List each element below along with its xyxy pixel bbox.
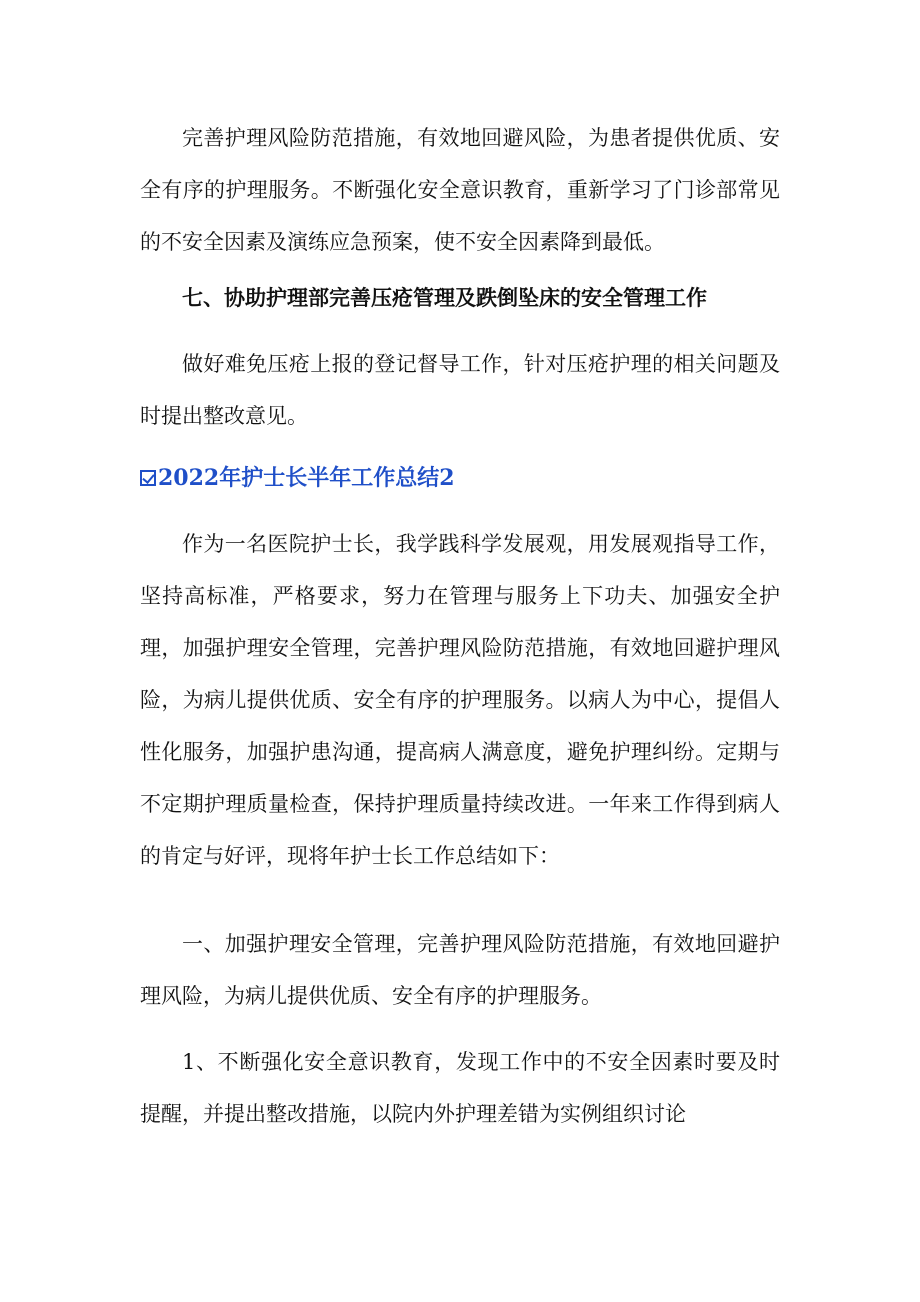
paragraph-item-one: 1、不断强化安全意识教育，发现工作中的不安全因素时要及时提醒，并提出整改措施，以院内外护理差错为实例组织讨论 [140, 1050, 780, 1126]
section-heading-seven: 七、协助护理部完善压疮管理及跌倒坠床的安全管理工作 [182, 285, 707, 310]
paragraph-section-one: 一、加强护理安全管理，完善护理风险防范措施，有效地回避护理风险，为病儿提供优质、安全有序的护理服务。 [140, 932, 780, 1008]
document-title-text: 2022年护士长半年工作总结2 [158, 465, 455, 491]
paragraph-risk-prevention: 完善护理风险防范措施，有效地回避风险，为患者提供优质、安全有序的护理服务。不断强化安全意识教育，重新学习了门诊部常见的不安全因素及演练应急预案，使不安全因素降到最低。 [140, 126, 780, 254]
paragraph-pressure-sore: 做好难免压疮上报的登记督导工作，针对压疮护理的相关问题及时提出整改意见。 [140, 352, 780, 428]
paragraph-introduction: 作为一名医院护士长，我学践科学发展观，用发展观指导工作，坚持高标准，严格要求，努力在管理与服务上下功夫、加强安全护理，加强护理安全管理，完善护理风险防范措施，有效地回避护理风险，为病儿提供优质、安全有序的护理服务。以病人为中心，提倡人性化服务，加强护患沟通，提高病人满意度，避免护理纠纷。定期与不定期护理质量检查，保持护理质量持续改进。一年来工作得到病人的肯定与好评，现将年护士长工作总结如下： [140, 532, 780, 868]
document-title [140, 452, 455, 504]
checkbox-checked-icon [140, 470, 156, 486]
